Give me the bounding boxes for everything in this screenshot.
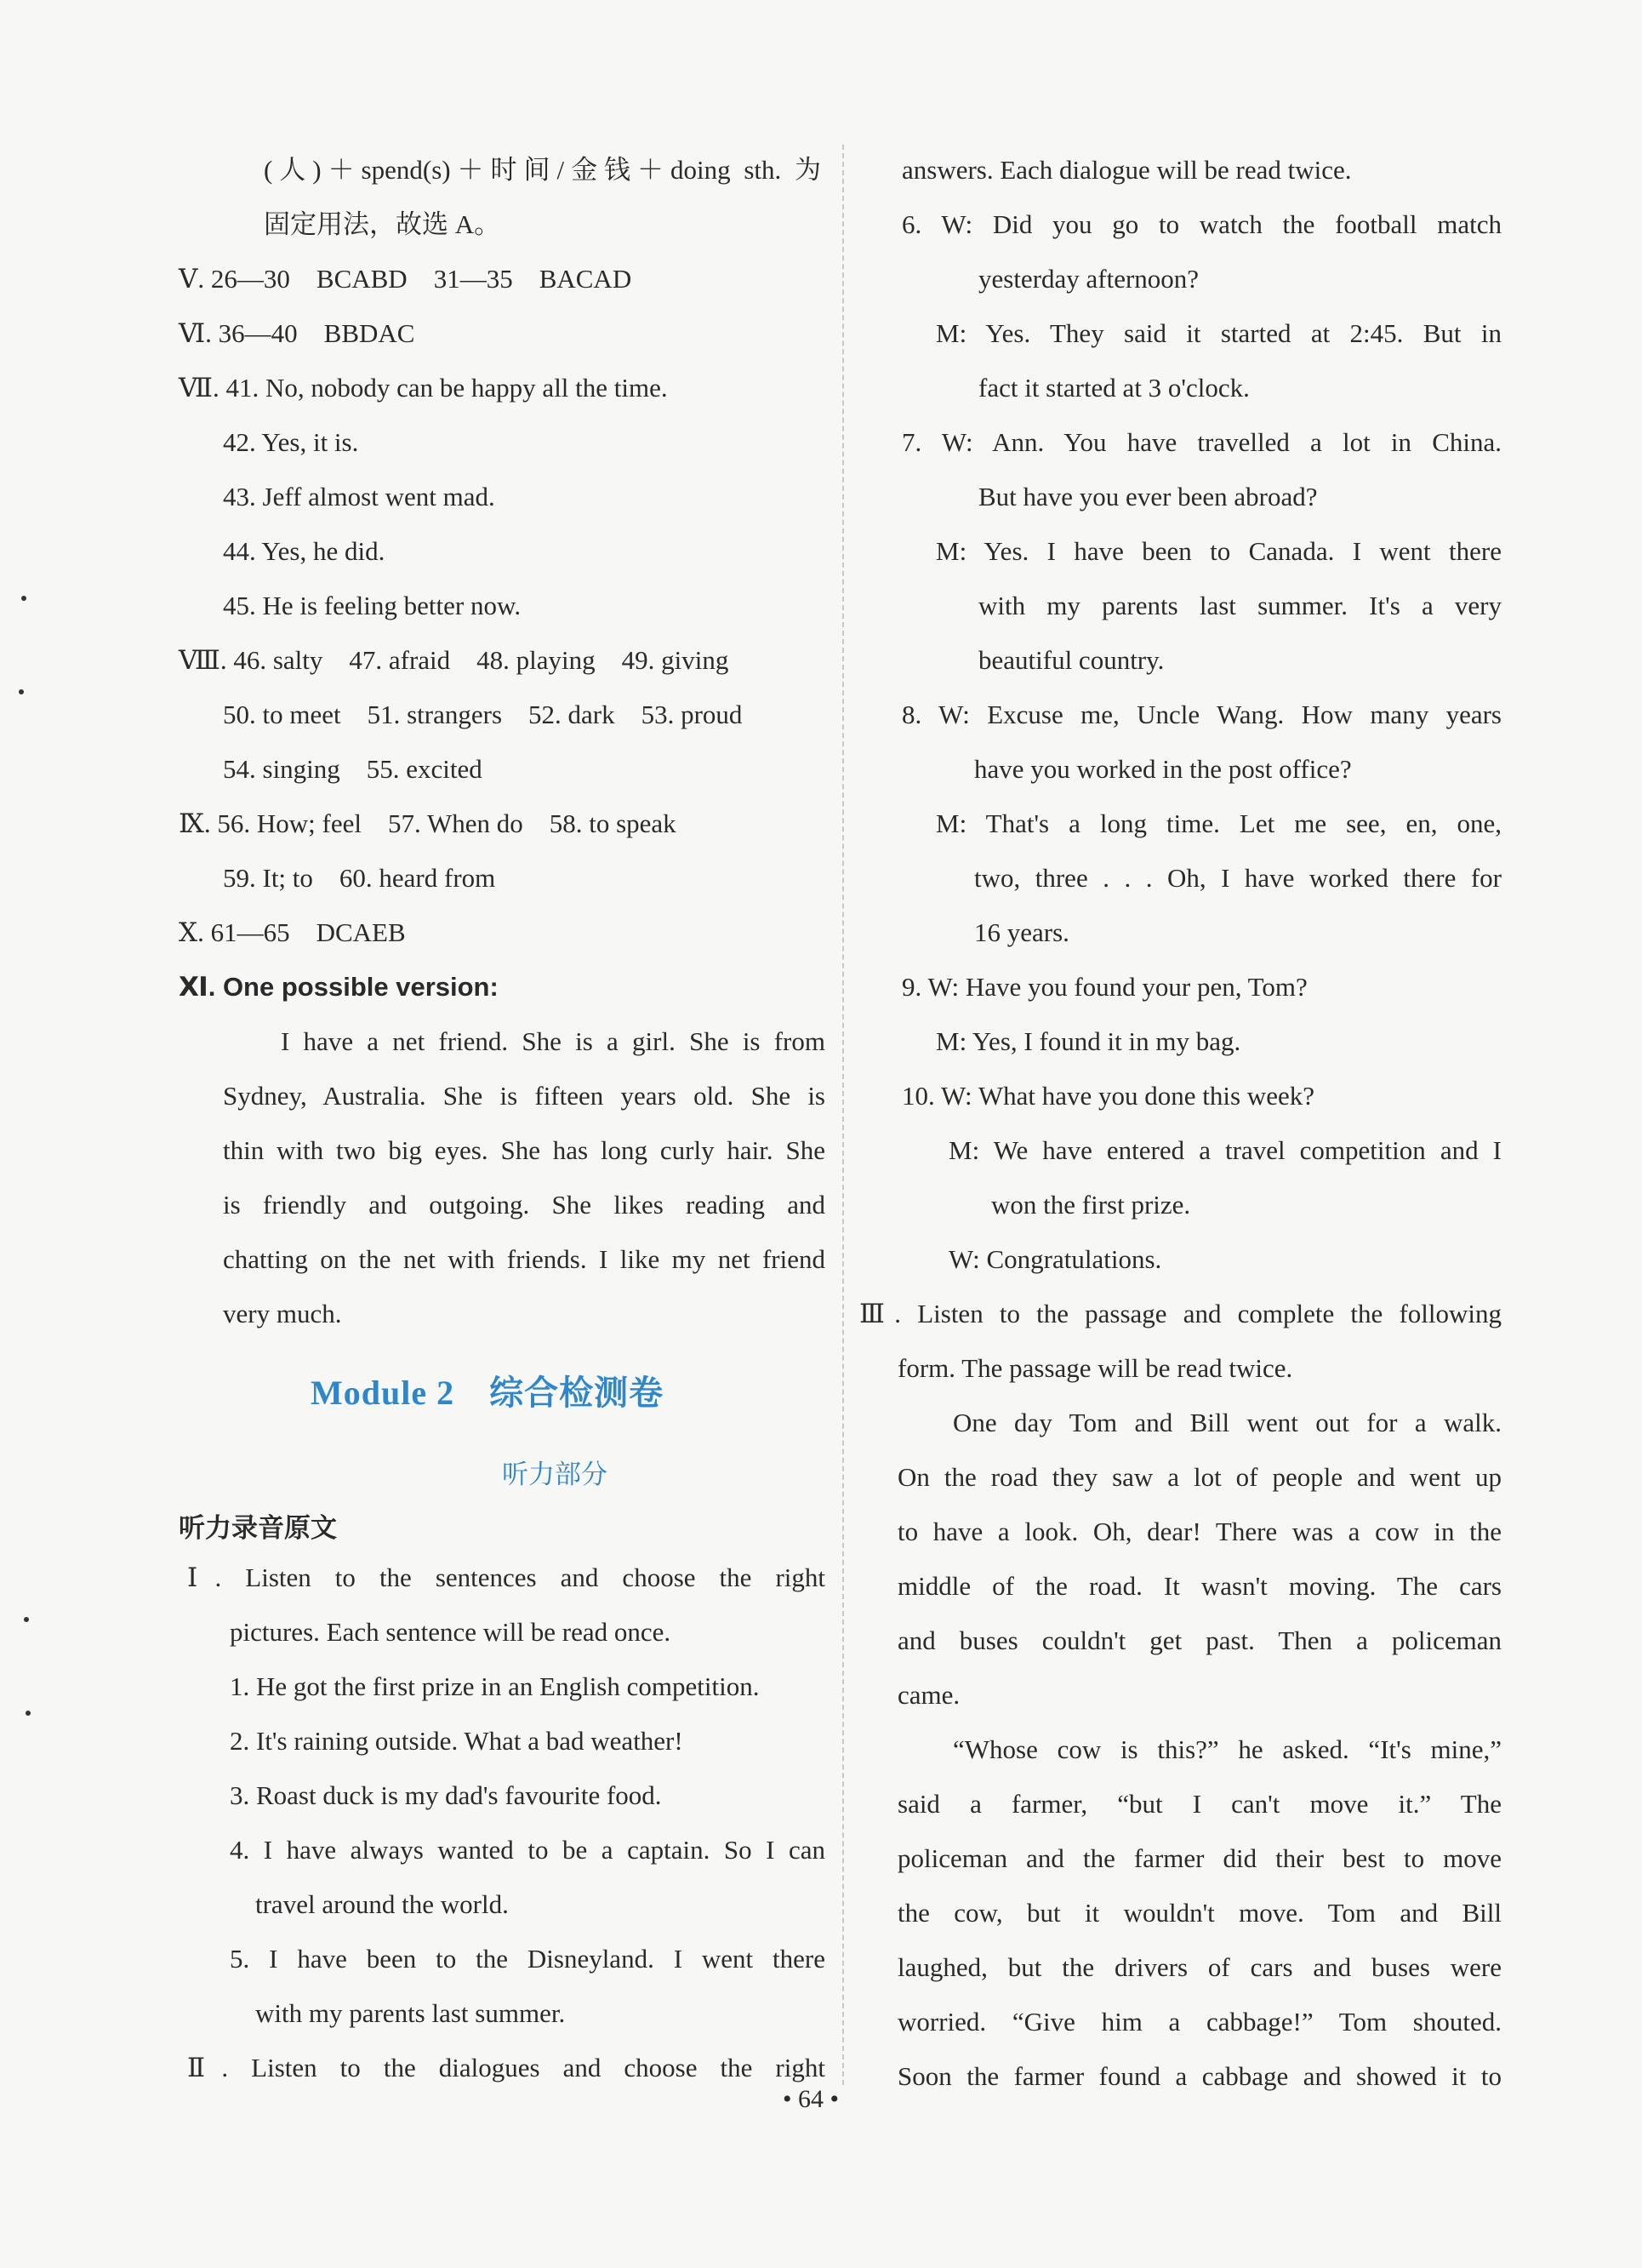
text-line: and buses couldn't get past. Then a policeman bbox=[898, 1625, 1502, 1655]
section-title: 听力部分 bbox=[502, 1460, 607, 1490]
text-line: chatting on the net with friends. I like my net friend bbox=[223, 1244, 825, 1274]
text-line: One day Tom and Bill went out for a walk. bbox=[953, 1408, 1502, 1437]
text-line: with my parents last summer. bbox=[255, 1998, 566, 2028]
text-line: form. The passage will be read twice. bbox=[898, 1353, 1293, 1383]
text-line: 8. W: Excuse me, Uncle Wang. How many years bbox=[902, 700, 1502, 729]
text-line: 50. to meet 51. strangers 52. dark 53. proud bbox=[223, 700, 743, 729]
text-line: Ⅸ. 56. How; feel 57. When do 58. to speak bbox=[179, 808, 676, 838]
text-line: worried. “Give him a cabbage!” Tom shouted. bbox=[898, 2007, 1502, 2037]
text-line: Ⅴ. 26—30 BCABD 31—35 BACAD bbox=[179, 264, 632, 294]
text-line: answers. Each dialogue will be read twice. bbox=[902, 155, 1352, 185]
text-line: Soon the farmer found a cabbage and showed it to bbox=[898, 2061, 1502, 2091]
text-line: is friendly and outgoing. She likes reading and bbox=[223, 1190, 825, 1220]
margin-mark bbox=[21, 596, 26, 601]
text-line: Ⅺ. One possible version: bbox=[179, 972, 499, 1002]
text-line: two, three . . . Oh, I have worked there for bbox=[974, 863, 1502, 893]
text-line: Ⅲ. Listen to the passage and complete the following bbox=[859, 1299, 1502, 1328]
text-line: pictures. Each sentence will be read once. bbox=[230, 1617, 671, 1647]
text-line: 1. He got the first prize in an English competition. bbox=[230, 1671, 760, 1701]
text-line: fact it started at 3 o'clock. bbox=[978, 373, 1250, 403]
page-number: • 64 • bbox=[783, 2085, 840, 2113]
margin-mark bbox=[24, 1617, 29, 1622]
text-line: W: Congratulations. bbox=[949, 1244, 1162, 1274]
text-line: M: Yes. I have been to Canada. I went there bbox=[936, 536, 1502, 566]
text-line: (人)＋spend(s)＋时间/金钱＋doing sth. 为 bbox=[264, 155, 821, 185]
text-line: Ⅹ. 61—65 DCAEB bbox=[179, 917, 406, 947]
text-line: 43. Jeff almost went mad. bbox=[223, 482, 495, 511]
text-line: 4. I have always wanted to be a captain. So I can bbox=[230, 1835, 825, 1865]
text-line: the cow, but it wouldn't move. Tom and Bill bbox=[898, 1898, 1502, 1928]
module-title: Module 2 综合检测卷 bbox=[311, 1374, 664, 1412]
column-divider bbox=[842, 145, 844, 2085]
text-line: 3. Roast duck is my dad's favourite food. bbox=[230, 1780, 662, 1810]
text-line: have you worked in the post office? bbox=[974, 754, 1352, 784]
text-line: laughed, but the drivers of cars and buses were bbox=[898, 1952, 1502, 1982]
text-line: 59. It; to 60. heard from bbox=[223, 863, 496, 893]
text-line: thin with two big eyes. She has long curly hair. She bbox=[223, 1135, 825, 1165]
text-line: But have you ever been abroad? bbox=[978, 482, 1318, 511]
text-line: Ⅱ. Listen to the dialogues and choose the right bbox=[187, 2053, 825, 2082]
text-line: M: Yes. They said it started at 2:45. But in bbox=[936, 318, 1502, 348]
text-line: On the road they saw a lot of people and went up bbox=[898, 1462, 1502, 1492]
transcript-heading: 听力录音原文 bbox=[179, 1513, 337, 1544]
text-line: with my parents last summer. It's a very bbox=[978, 591, 1502, 620]
text-line: 54. singing 55. excited bbox=[223, 754, 482, 784]
text-line: 10. W: What have you done this week? bbox=[902, 1081, 1314, 1111]
text-line: came. bbox=[898, 1680, 961, 1710]
text-line: M: That's a long time. Let me see, en, one, bbox=[936, 808, 1502, 838]
text-line: 6. W: Did you go to watch the football match bbox=[902, 209, 1502, 239]
text-line: Ⅷ. 46. salty 47. afraid 48. playing 49. giving bbox=[179, 645, 729, 675]
text-line: to have a look. Oh, dear! There was a cow in the bbox=[898, 1517, 1502, 1546]
text-line: Ⅶ. 41. No, nobody can be happy all the time. bbox=[179, 373, 668, 403]
text-line: M: We have entered a travel competition and I bbox=[949, 1135, 1502, 1165]
text-line: said a farmer, “but I can't move it.” The bbox=[898, 1789, 1502, 1819]
text-line: Ⅰ. Listen to the sentences and choose the right bbox=[187, 1562, 825, 1592]
text-line: “Whose cow is this?” he asked. “It's mine,” bbox=[953, 1734, 1502, 1764]
text-line: 7. W: Ann. You have travelled a lot in China. bbox=[902, 427, 1502, 457]
text-line: I have a net friend. She is a girl. She is from bbox=[281, 1026, 825, 1056]
margin-mark bbox=[26, 1711, 31, 1716]
text-line: very much. bbox=[223, 1299, 342, 1328]
text-line: beautiful country. bbox=[978, 645, 1165, 675]
text-line: Ⅵ. 36—40 BBDAC bbox=[179, 318, 415, 348]
text-line: 16 years. bbox=[974, 917, 1069, 947]
text-line: yesterday afternoon? bbox=[978, 264, 1200, 294]
text-line: middle of the road. It wasn't moving. The cars bbox=[898, 1571, 1502, 1601]
text-line: 9. W: Have you found your pen, Tom? bbox=[902, 972, 1308, 1002]
text-line: policeman and the farmer did their best to move bbox=[898, 1843, 1502, 1873]
text-line: M: Yes, I found it in my bag. bbox=[936, 1026, 1241, 1056]
text-line: 45. He is feeling better now. bbox=[223, 591, 522, 620]
text-line: Sydney, Australia. She is fifteen years old. She is bbox=[223, 1081, 825, 1111]
text-line: won the first prize. bbox=[991, 1190, 1191, 1220]
text-line: travel around the world. bbox=[255, 1889, 509, 1919]
text-line: 固定用法，故选 A。 bbox=[264, 209, 501, 239]
text-line: 42. Yes, it is. bbox=[223, 427, 359, 457]
text-line: 2. It's raining outside. What a bad weather! bbox=[230, 1726, 683, 1756]
text-line: 44. Yes, he did. bbox=[223, 536, 385, 566]
margin-mark bbox=[19, 689, 24, 694]
text-line: 5. I have been to the Disneyland. I went there bbox=[230, 1944, 825, 1974]
